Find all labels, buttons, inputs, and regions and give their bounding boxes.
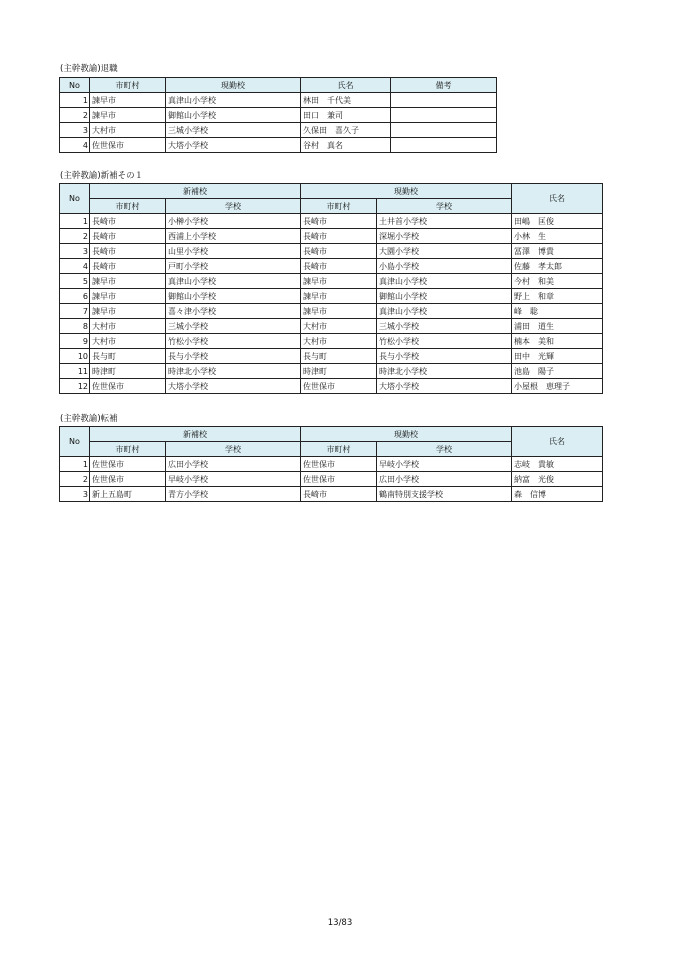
table-cell: 三城小学校 (377, 319, 512, 334)
row-number: 4 (60, 259, 90, 274)
table-row (60, 319, 603, 334)
table-row (60, 487, 603, 502)
row-number: 12 (60, 379, 90, 394)
table-cell: 佐世保市 (301, 472, 377, 487)
table-cell: 小林 生 (512, 229, 603, 244)
table-cell: 諫早市 (90, 304, 166, 319)
retirement-rows (60, 93, 497, 153)
row-number: 1 (60, 93, 90, 108)
table-row (60, 289, 603, 304)
table-row (60, 244, 603, 259)
table-cell: 田中 光輝 (512, 349, 603, 364)
table-cell: 長与小学校 (377, 349, 512, 364)
table-cell: 諫早市 (301, 289, 377, 304)
table-row (60, 349, 603, 364)
row-number: 4 (60, 138, 90, 153)
section-title-transfer: (主幹教諭)転補 (60, 414, 118, 424)
table-cell: 三城小学校 (166, 123, 301, 138)
table-cell: 時津北小学校 (166, 364, 301, 379)
header-current-school: 現勤校 (301, 427, 512, 442)
row-number: 3 (60, 123, 90, 138)
header-new-municipality: 市町村 (90, 442, 166, 457)
header-new-school-name: 学校 (166, 442, 301, 457)
table-cell (391, 108, 497, 123)
table-cell: 池島 陽子 (512, 364, 603, 379)
table-cell: 御館山小学校 (166, 289, 301, 304)
table-cell: 土井首小学校 (377, 214, 512, 229)
table-row (60, 123, 497, 138)
table-cell (391, 123, 497, 138)
row-number: 11 (60, 364, 90, 379)
table-cell: 長崎市 (301, 214, 377, 229)
section-title-retirement: (主幹教諭)退職 (60, 64, 118, 74)
table-cell: 諫早市 (301, 274, 377, 289)
table-cell: 大塔小学校 (377, 379, 512, 394)
table-cell: 早岐小学校 (377, 457, 512, 472)
row-number: 3 (60, 487, 90, 502)
table-cell: 諫早市 (301, 304, 377, 319)
header-remarks: 備考 (391, 78, 497, 93)
table-cell: 楠本 美和 (512, 334, 603, 349)
table-cell: 真津山小学校 (377, 304, 512, 319)
table-cell: 長崎市 (90, 229, 166, 244)
table-cell: 真津山小学校 (166, 93, 301, 108)
table-cell: 早岐小学校 (166, 472, 301, 487)
row-number: 3 (60, 244, 90, 259)
table-cell: 佐世保市 (90, 379, 166, 394)
table-cell: 小島小学校 (377, 259, 512, 274)
table-cell: 長崎市 (90, 244, 166, 259)
row-number: 6 (60, 289, 90, 304)
table-cell: 長与町 (301, 349, 377, 364)
table-cell: 佐世保市 (90, 457, 166, 472)
table-row (60, 274, 603, 289)
row-number: 2 (60, 229, 90, 244)
row-number: 7 (60, 304, 90, 319)
header-current-school: 現勤校 (301, 184, 512, 199)
header-name: 氏名 (512, 427, 603, 457)
table-cell: 浦田 道生 (512, 319, 603, 334)
table-cell: 長崎市 (90, 259, 166, 274)
table-cell: 長崎市 (301, 259, 377, 274)
table-cell: 時津町 (301, 364, 377, 379)
table-row (60, 457, 603, 472)
row-number: 9 (60, 334, 90, 349)
row-number: 2 (60, 108, 90, 123)
header-current-municipality: 市町村 (301, 199, 377, 214)
table-cell: 諫早市 (90, 289, 166, 304)
new-appointment-rows (60, 214, 603, 394)
header-name: 氏名 (512, 184, 603, 214)
table-row (60, 472, 603, 487)
table-cell: 林田 千代美 (301, 93, 391, 108)
table-cell: 大村市 (90, 123, 166, 138)
row-number: 2 (60, 472, 90, 487)
table-cell: 納富 光俊 (512, 472, 603, 487)
table-group-header-row (60, 184, 603, 199)
table-cell: 広田小学校 (377, 472, 512, 487)
table-cell: 長与町 (90, 349, 166, 364)
table-cell: 時津町 (90, 364, 166, 379)
table-cell: 真津山小学校 (166, 274, 301, 289)
table-cell: 田口 兼司 (301, 108, 391, 123)
table-cell: 長崎市 (301, 487, 377, 502)
table-cell: 諫早市 (90, 93, 166, 108)
header-current-municipality: 市町村 (301, 442, 377, 457)
table-row (60, 138, 497, 153)
header-new-school: 新補校 (90, 427, 301, 442)
row-number: 5 (60, 274, 90, 289)
transfer-rows (60, 457, 603, 502)
table-cell: 諫早市 (90, 108, 166, 123)
header-current-school-name: 学校 (377, 442, 512, 457)
table-row (60, 259, 603, 274)
table-cell: 佐世保市 (301, 457, 377, 472)
table-cell: 今村 和美 (512, 274, 603, 289)
table-cell: 長崎市 (301, 244, 377, 259)
table-row (60, 229, 603, 244)
table-cell: 谷村 真名 (301, 138, 391, 153)
table-cell: 西浦上小学校 (166, 229, 301, 244)
row-number: 10 (60, 349, 90, 364)
table-cell: 御館山小学校 (166, 108, 301, 123)
table-cell: 青方小学校 (166, 487, 301, 502)
header-no: No (60, 78, 90, 93)
table-cell: 佐世保市 (301, 379, 377, 394)
header-new-school: 新補校 (90, 184, 301, 199)
table-cell: 小屋根 恵理子 (512, 379, 603, 394)
table-row (60, 364, 603, 379)
table-cell (391, 138, 497, 153)
table-cell: 御館山小学校 (377, 289, 512, 304)
header-municipality: 市町村 (90, 78, 166, 93)
header-name: 氏名 (301, 78, 391, 93)
row-number: 1 (60, 214, 90, 229)
table-cell: 広田小学校 (166, 457, 301, 472)
header-new-municipality: 市町村 (90, 199, 166, 214)
transfer-table (59, 426, 603, 502)
row-number: 8 (60, 319, 90, 334)
table-cell: 大塔小学校 (166, 379, 301, 394)
table-cell: 志岐 貴敏 (512, 457, 603, 472)
table-cell: 佐世保市 (90, 472, 166, 487)
table-cell: 新上五島町 (90, 487, 166, 502)
table-group-header-row (60, 427, 603, 442)
section-title-new-appointment: (主幹教諭)新補その１ (60, 171, 144, 181)
table-cell: 諫早市 (90, 274, 166, 289)
table-cell: 長崎市 (90, 214, 166, 229)
new-appointment-table (59, 183, 603, 394)
header-no: No (60, 184, 90, 214)
table-cell (391, 93, 497, 108)
table-cell: 時津北小学校 (377, 364, 512, 379)
table-header-row (60, 78, 497, 93)
table-cell: 三城小学校 (166, 319, 301, 334)
table-row (60, 379, 603, 394)
table-cell: 小榊小学校 (166, 214, 301, 229)
table-row (60, 93, 497, 108)
table-cell: 佐世保市 (90, 138, 166, 153)
table-cell: 喜々津小学校 (166, 304, 301, 319)
row-number: 1 (60, 457, 90, 472)
table-cell: 長与小学校 (166, 349, 301, 364)
table-row (60, 214, 603, 229)
table-row (60, 108, 497, 123)
table-cell: 大村市 (301, 334, 377, 349)
table-cell: 野上 和章 (512, 289, 603, 304)
table-cell: 大村市 (90, 334, 166, 349)
table-cell: 竹松小学校 (377, 334, 512, 349)
table-cell: 森 信博 (512, 487, 603, 502)
header-new-school-name: 学校 (166, 199, 301, 214)
table-cell: 山里小学校 (166, 244, 301, 259)
page-number: 13/83 (327, 918, 353, 928)
table-cell: 峰 聡 (512, 304, 603, 319)
table-cell: 大村市 (90, 319, 166, 334)
header-no: No (60, 427, 90, 457)
header-current-school-name: 学校 (377, 199, 512, 214)
table-row (60, 334, 603, 349)
table-cell: 竹松小学校 (166, 334, 301, 349)
table-cell: 戸町小学校 (166, 259, 301, 274)
table-cell: 大園小学校 (377, 244, 512, 259)
table-cell: 大塔小学校 (166, 138, 301, 153)
table-cell: 大村市 (301, 319, 377, 334)
table-cell: 深堀小学校 (377, 229, 512, 244)
retirement-table (59, 77, 497, 153)
header-current-school: 現勤校 (166, 78, 301, 93)
table-cell: 佐藤 孝太郎 (512, 259, 603, 274)
table-cell: 真津山小学校 (377, 274, 512, 289)
table-cell: 鶴南特別支援学校 (377, 487, 512, 502)
table-cell: 田嶋 匡俊 (512, 214, 603, 229)
table-row (60, 304, 603, 319)
table-cell: 久保田 喜久子 (301, 123, 391, 138)
table-cell: 冨澤 博貴 (512, 244, 603, 259)
table-cell: 長崎市 (301, 229, 377, 244)
